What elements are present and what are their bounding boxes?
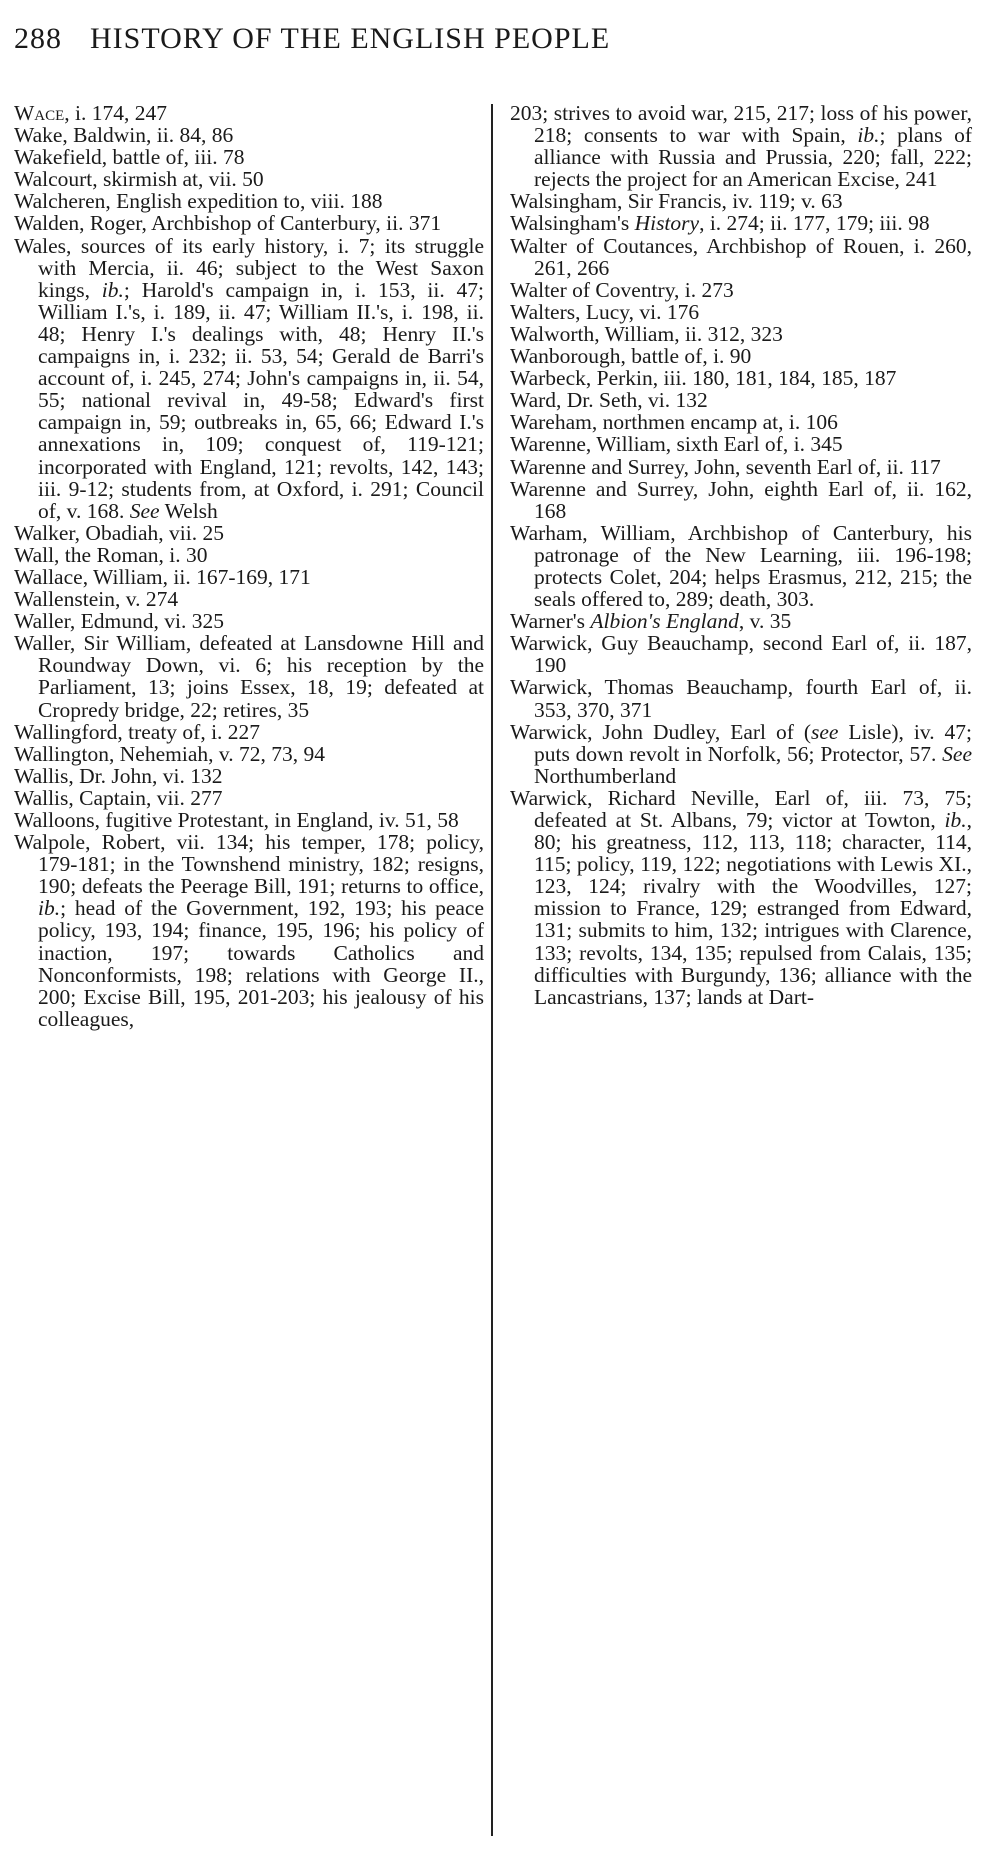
- index-entry: Wallingford, treaty of, i. 227: [14, 719, 261, 744]
- column-divider: [491, 104, 493, 1836]
- index-entry: Warner's Albion's England, v. 35: [510, 609, 792, 634]
- index-entry: Ward, Dr. Seth, vi. 132: [510, 388, 708, 413]
- index-entry: Wales, sources of its early history, i. 7; its struggle with Mercia, ii. 46; subject to the West Saxon kings, ib.; Harold's campaign in, i. 153, ii. 47; William I.'s, i. 189, ii. 47; William II.'s, i. 198, ii. 48; Henry I.'s dealings with, 48; Henry II.'s campaigns in, i. 232; ii. 53, 54; Gerald de Barri's account of, i. 245, 274; John's campaigns in, ii. 54, 55; national revival in, 49-58; Edward's first campaign in, 59; outbreaks in, 65, 66; Edward I.'s annexations in, 109; conquest of, 119-121; incorporated with England, 121; revolts, 142, 143; iii. 9-12; students from, at Oxford, i. 291; Council of, v. 168. See Welsh: [14, 233, 485, 523]
- index-entry: Walloons, fugitive Protestant, in England, iv. 51, 58: [14, 808, 459, 832]
- index-entry: Wallenstein, v. 274: [14, 587, 179, 612]
- index-entry: Warwick, John Dudley, Earl of (see Lisle), iv. 47; puts down revolt in Norfolk, 56; Protector, 57. See Northumberland: [510, 719, 972, 788]
- index-entry: Warwick, Thomas Beauchamp, fourth Earl of, ii. 353, 370, 371: [510, 675, 972, 722]
- index-entry: Walpole, Robert, vii. 134; his temper, 178; policy, 179-181; in the Townshend ministry, 182; resigns, 190; defeats the Peerage Bill, 191; returns to office, ib.; head of the Government, 192, 193; his peace policy, 193, 194; finance, 195, 196; his policy of inaction, 197; towards Catholics and Nonconformists, 198; relations with George II., 200; Excise Bill, 195, 201-203; his jealousy of his colleagues,: [14, 830, 484, 1031]
- index-entry: Walters, Lucy, vi. 176: [510, 299, 700, 324]
- index-entry: Warham, William, Archbishop of Canterbury, his patronage of the New Learning, iii. 196-198; protects Colet, 204; helps Erasmus, 212, 215; the seals offered to, 289; death, 303.: [510, 520, 972, 612]
- running-header: [14, 22, 610, 56]
- index-entry: Walcheren, English expedition to, viii. 188: [14, 189, 383, 214]
- index-column-right: [510, 102, 972, 1008]
- index-entry: Wace, i. 174, 247: [14, 101, 168, 125]
- index-entry: Wallis, Dr. John, vi. 132: [14, 763, 223, 788]
- index-entry: Walworth, William, ii. 312, 323: [510, 321, 783, 346]
- index-entry: Walter of Coutances, Archbishop of Rouen, i. 260, 261, 266: [510, 233, 972, 280]
- page-number: 288: [14, 22, 62, 55]
- index-entry: Warbeck, Perkin, iii. 180, 181, 184, 185, 187: [510, 366, 897, 391]
- index-column-left: [14, 102, 484, 1030]
- index-entry: Walden, Roger, Archbishop of Canterbury, ii. 371: [14, 211, 442, 236]
- index-entry: Walcourt, skirmish at, vii. 50: [14, 167, 264, 192]
- index-entry: Warenne and Surrey, John, seventh Earl of, ii. 117: [510, 454, 941, 479]
- index-entry: Walsingham's History, i. 274; ii. 177, 179; iii. 98: [510, 211, 930, 236]
- index-entry: Wakefield, battle of, iii. 78: [14, 145, 245, 170]
- running-title: HISTORY OF THE ENGLISH PEOPLE: [90, 22, 611, 55]
- index-entry: Warenne and Surrey, John, eighth Earl of, ii. 162, 168: [510, 476, 972, 523]
- index-entry: Walker, Obadiah, vii. 25: [14, 520, 224, 545]
- index-entry: Wareham, northmen encamp at, i. 106: [510, 410, 838, 435]
- index-entry: Waller, Edmund, vi. 325: [14, 609, 224, 634]
- index-entry: Walsingham, Sir Francis, iv. 119; v. 63: [510, 189, 843, 214]
- index-entry: Wallington, Nehemiah, v. 72, 73, 94: [14, 741, 325, 766]
- index-entry: Wallis, Captain, vii. 277: [14, 785, 223, 810]
- index-entry: Wake, Baldwin, ii. 84, 86: [14, 123, 234, 148]
- index-entry: Walter of Coventry, i. 273: [510, 277, 734, 302]
- index-entry: Warenne, William, sixth Earl of, i. 345: [510, 432, 843, 457]
- index-entry: Waller, Sir William, defeated at Lansdowne Hill and Roundway Down, vi. 6; his reception by the Parliament, 13; joins Essex, 18, 19; defeated at Cropredy bridge, 22; retires, 35: [14, 631, 484, 722]
- index-entry: Wanborough, battle of, i. 90: [510, 344, 752, 369]
- index-entry: Warwick, Guy Beauchamp, second Earl of, ii. 187, 190: [510, 631, 972, 678]
- headword-small-caps: Wace: [14, 101, 65, 125]
- index-entry-continuation: 203; strives to avoid war, 215, 217; loss of his power, 218; consents to war with Spain, ib.; plans of alliance with Russia and Prussia, 220; fall, 222; rejects the project for an American Excise, 241: [510, 101, 972, 192]
- index-entry: Wall, the Roman, i. 30: [14, 542, 208, 567]
- index-entry: Wallace, William, ii. 167-169, 171: [14, 564, 311, 589]
- index-entry: Warwick, Richard Neville, Earl of, iii. 73, 75; defeated at St. Albans, 79; victor at Towton, ib., 80; his greatness, 112, 113, 118; character, 114, 115; policy, 119, 122; negotiations with Lewis XI., 123, 124; rivalry with the Woodvilles, 127; mission to France, 129; estranged from Edward, 131; submits to him, 132; intrigues with Clarence, 133; revolts, 134, 135; repulsed from Calais, 135; difficulties with Burgundy, 136; alliance with the Lancastrians, 137; lands at Dart-: [510, 785, 972, 1009]
